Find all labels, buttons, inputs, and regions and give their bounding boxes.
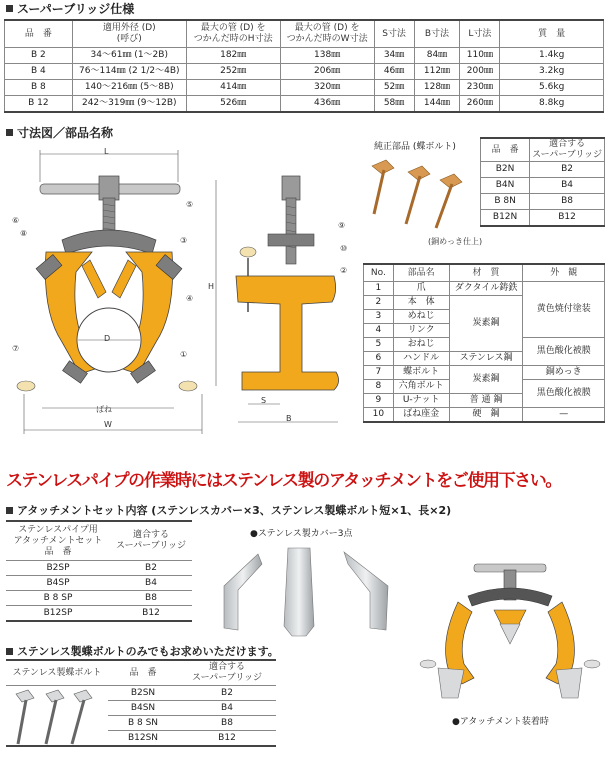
attach-header-cell: 適合する スーパーブリッジ [110, 521, 192, 561]
spec-cell: 526㎜ [186, 96, 280, 113]
genuine-header-cell: 品 番 [481, 138, 530, 162]
genuine-cell: B12N [481, 210, 530, 227]
parts-appearance-cell: 黒色酸化被膜 [523, 338, 605, 366]
genuine-table [480, 137, 605, 227]
callout-2: ② [340, 266, 348, 275]
callout-6: ⑥ [12, 216, 20, 225]
spec-header-cell: S寸法 [374, 20, 414, 48]
parts-header-cell: 外 観 [523, 264, 605, 282]
cover-caption: ●ステンレス製カバー3点 [250, 529, 353, 539]
spec-header-cell: 最大の管 (D) を つかんだ時のH寸法 [186, 20, 280, 48]
spec-row [5, 48, 604, 64]
spec-cell: 260㎜ [460, 96, 500, 113]
genuine-cell: B2 [530, 162, 605, 178]
spec-cell: 436㎜ [280, 96, 374, 113]
attach-row [6, 591, 192, 606]
wing-bolt-image [368, 152, 478, 234]
spec-cell: 414㎜ [186, 80, 280, 96]
parts-row [364, 366, 605, 380]
callout-4: ④ [186, 294, 194, 303]
parts-name-cell: 六角ボルト [393, 380, 449, 394]
parts-row [364, 408, 605, 423]
callout-7: ⑦ [12, 344, 20, 353]
genuine-cell: B4N [481, 178, 530, 194]
parts-no-cell: 10 [364, 408, 394, 423]
parts-header-cell: No. [364, 264, 394, 282]
attach-cell: B2 [110, 561, 192, 576]
attach-row [6, 606, 192, 622]
spec-cell: 206㎜ [280, 64, 374, 80]
spec-cell: 182㎜ [186, 48, 280, 64]
spec-cell: 8.8kg [500, 96, 604, 113]
spec-cell: 242～319㎜ (9～12B) [72, 96, 186, 113]
spec-header-cell: 品 番 [5, 20, 73, 48]
side-body-shape [236, 276, 339, 390]
sbolt-cell: B4SN [108, 701, 178, 716]
callout-5: ⑤ [186, 200, 194, 209]
spec-cell: 34㎜ [374, 48, 414, 64]
callout-1: ① [180, 350, 188, 359]
parts-material-cell: 硬 鋼 [449, 408, 523, 423]
parts-appearance-cell: — [523, 408, 605, 423]
parts-name-cell: おねじ [393, 338, 449, 352]
genuine-cell: B4 [530, 178, 605, 194]
genuine-row [481, 210, 605, 227]
parts-name-cell: ばね座金 [393, 408, 449, 423]
genuine-plating: (銅めっき仕上) [428, 237, 483, 246]
parts-header-row [364, 264, 605, 282]
dimension-drawing [2, 142, 362, 436]
spec-cell: 138㎜ [280, 48, 374, 64]
attach-table [6, 520, 192, 622]
parts-row [364, 282, 605, 296]
parts-header-cell: 材 質 [449, 264, 523, 282]
spec-cell: B 4 [5, 64, 73, 80]
parts-name-cell: 本 体 [393, 296, 449, 310]
parts-no-cell: 1 [364, 282, 394, 296]
genuine-cell: B 8N [481, 194, 530, 210]
spec-cell: 5.6kg [500, 80, 604, 96]
spec-cell: 252㎜ [186, 64, 280, 80]
genuine-caption: 純正部品 (蝶ボルト) [374, 142, 456, 152]
spec-cell: 110㎜ [460, 48, 500, 64]
parts-material-cell: ステンレス鋼 [449, 352, 523, 366]
mounted-attachment-image [414, 560, 606, 710]
parts-no-cell: 8 [364, 380, 394, 394]
sbolt-cell: B4 [178, 701, 276, 716]
spec-cell: 140～216㎜ (5～8B) [72, 80, 186, 96]
stainless-banner: ステンレスパイプの作業時にはステンレス製のアタッチメントをご使用下さい。 [6, 471, 561, 491]
sbolt-header-row [6, 660, 276, 686]
parts-appearance-cell: 黄色焼付塗装 [523, 282, 605, 338]
spec-cell: 3.2kg [500, 64, 604, 80]
genuine-cell: B12 [530, 210, 605, 227]
attach-row [6, 576, 192, 591]
dim-label-w: W [104, 420, 112, 429]
spec-cell: 230㎜ [460, 80, 500, 96]
dim-label-b: B [286, 414, 292, 423]
attach-header-cell: ステンレスパイプ用 アタッチメントセット 品 番 [6, 521, 110, 561]
sbolt-cell: B12SN [108, 731, 178, 747]
dim-label-d: D [104, 334, 111, 343]
spec-cell: 34～61㎜ (1～2B) [72, 48, 186, 64]
parts-material-cell: 炭素鋼 [449, 296, 523, 352]
attach-cell: B12 [110, 606, 192, 622]
sbolt-header-cell: 品 番 [108, 660, 178, 686]
attach-title: アタッチメントセット内容 (ステンレスカバー×3、ステンレス製蝶ボルト短×1、長×2) [6, 504, 451, 518]
parts-name-cell: 爪 [393, 282, 449, 296]
parts-no-cell: 7 [364, 366, 394, 380]
dim-label-h: H [208, 282, 215, 291]
spec-cell: 144㎜ [414, 96, 460, 113]
sbolt-cell: B12 [178, 731, 276, 747]
spec-header-cell: L寸法 [460, 20, 500, 48]
parts-table [363, 263, 605, 423]
attach-cell: B8 [110, 591, 192, 606]
spec-header-cell: 適用外径 (D) (呼び) [72, 20, 186, 48]
parts-header-cell: 部品名 [393, 264, 449, 282]
spec-cell: B 8 [5, 80, 73, 96]
genuine-header-cell: 適合する スーパーブリッジ [530, 138, 605, 162]
parts-name-cell: 蝶ボルト [393, 366, 449, 380]
spec-table [4, 19, 604, 113]
spec-cell: B 2 [5, 48, 73, 64]
spec-title: スーパーブリッジ仕様 [6, 2, 134, 16]
parts-name-cell: ハンドル [393, 352, 449, 366]
callout-3: ③ [180, 236, 188, 245]
stainless-cover-image [218, 540, 396, 640]
dim-label-l: L [104, 147, 109, 156]
genuine-row [481, 178, 605, 194]
spec-cell: 320㎜ [280, 80, 374, 96]
attach-cell: B2SP [6, 561, 110, 576]
parts-appearance-cell: 銅めっき [523, 366, 605, 380]
parts-no-cell: 2 [364, 296, 394, 310]
spec-cell: 58㎜ [374, 96, 414, 113]
parts-no-cell: 9 [364, 394, 394, 408]
sbolt-cell: B2SN [108, 686, 178, 701]
spec-header-cell: 最大の管 (D) を つかんだ時のW寸法 [280, 20, 374, 48]
spec-row [5, 96, 604, 113]
spec-cell: 46㎜ [374, 64, 414, 80]
spec-row [5, 64, 604, 80]
callout-10: ⑩ [340, 244, 348, 253]
spec-cell: 200㎜ [460, 64, 500, 80]
sbolt-cell: B2 [178, 686, 276, 701]
attach-header-row [6, 521, 192, 561]
spec-cell: 84㎜ [414, 48, 460, 64]
dim-label-bane: ばね [96, 405, 112, 414]
spec-header-cell: B寸法 [414, 20, 460, 48]
spec-header-row [5, 20, 604, 48]
genuine-row [481, 194, 605, 210]
attach-cell: B4SP [6, 576, 110, 591]
parts-material-cell: 炭素鋼 [449, 366, 523, 394]
sbolt-title: ステンレス製蝶ボルトのみでもお求めいただけます。 [6, 645, 279, 659]
sbolt-cell: B 8 SN [108, 716, 178, 731]
spec-cell: B 12 [5, 96, 73, 113]
spec-cell: 128㎜ [414, 80, 460, 96]
parts-no-cell: 6 [364, 352, 394, 366]
sbolt-header-cell: 適合する スーパーブリッジ [178, 660, 276, 686]
parts-no-cell: 3 [364, 310, 394, 324]
attach-row [6, 561, 192, 576]
parts-no-cell: 5 [364, 338, 394, 352]
sbolt-header-cell: ステンレス製蝶ボルト [6, 660, 108, 686]
parts-material-cell: 普 通 鋼 [449, 394, 523, 408]
genuine-cell: B2N [481, 162, 530, 178]
mounted-caption: ●アタッチメント装着時 [452, 717, 549, 727]
attach-cell: B12SP [6, 606, 110, 622]
spec-cell: 1.4kg [500, 48, 604, 64]
parts-appearance-cell: 黒色酸化被膜 [523, 380, 605, 408]
sbolt-cell: B8 [178, 716, 276, 731]
parts-name-cell: めねじ [393, 310, 449, 324]
dimension-title: 寸法図／部品名称 [6, 126, 113, 140]
parts-name-cell: U-ナット [393, 394, 449, 408]
genuine-header-row [481, 138, 605, 162]
spec-cell: 52㎜ [374, 80, 414, 96]
genuine-row [481, 162, 605, 178]
attach-cell: B 8 SP [6, 591, 110, 606]
dim-label-s: S [261, 396, 267, 405]
spec-cell: 76～114㎜ (2 1/2～4B) [72, 64, 186, 80]
parts-name-cell: リンク [393, 324, 449, 338]
genuine-cell: B8 [530, 194, 605, 210]
parts-no-cell: 4 [364, 324, 394, 338]
spec-header-cell: 質 量 [500, 20, 604, 48]
stainless-bolt-image [8, 686, 104, 748]
spec-cell: 112㎜ [414, 64, 460, 80]
parts-material-cell: ダクタイル鋳鉄 [449, 282, 523, 296]
attach-cell: B4 [110, 576, 192, 591]
callout-8: ⑧ [20, 229, 28, 238]
spec-row [5, 80, 604, 96]
callout-9: ⑨ [338, 221, 346, 230]
